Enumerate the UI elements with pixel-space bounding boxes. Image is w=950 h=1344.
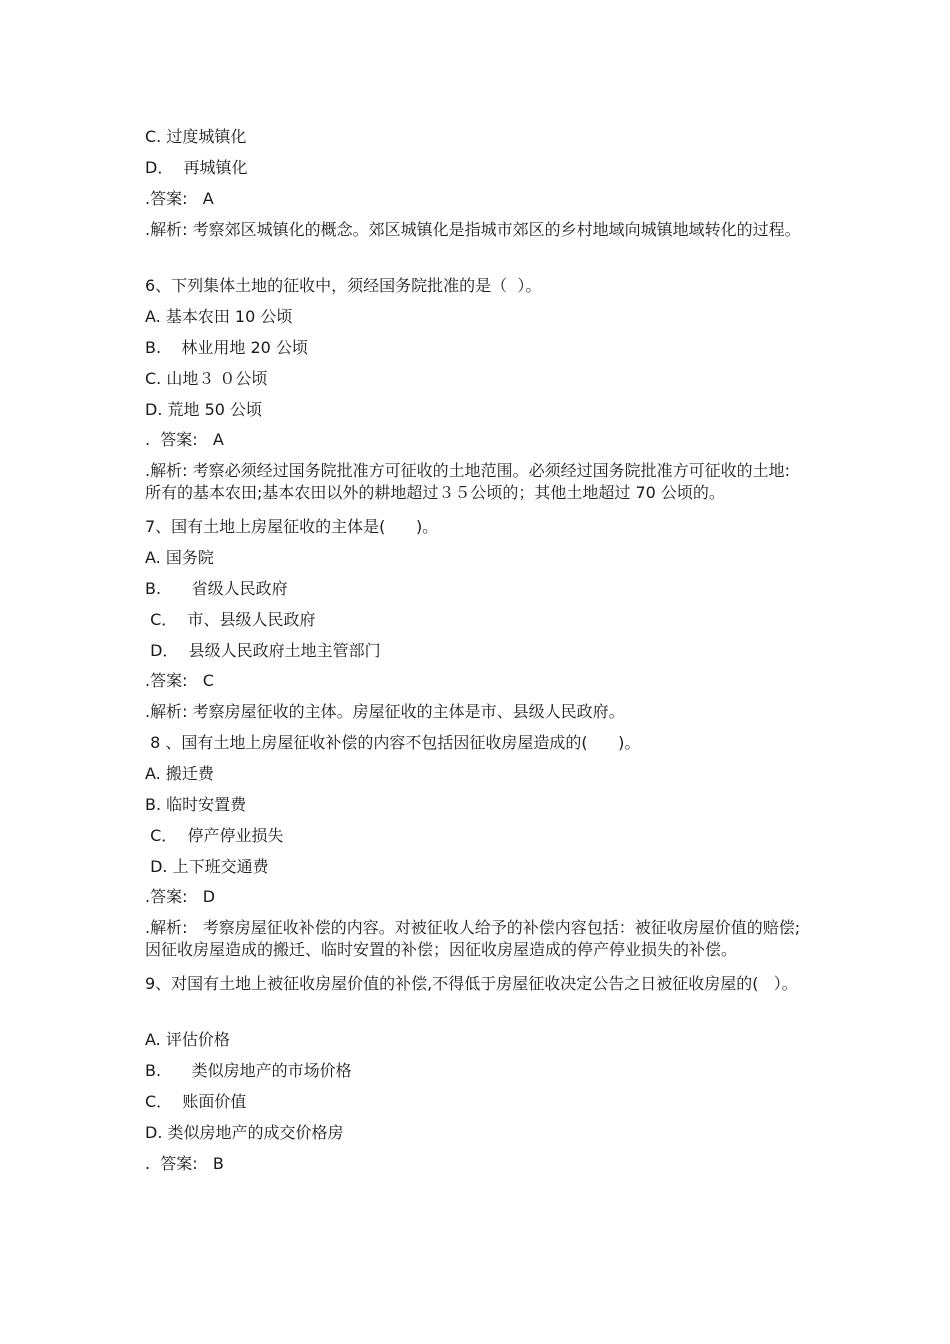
option-d-q7: D． 县级人民政府土地主管部门 (145, 641, 381, 660)
option-a-q9: A. 评估价格 (145, 1030, 230, 1049)
question-8: 8 、国有土地上房屋征收补偿的内容不包括因征收房屋造成的( )。 (145, 733, 641, 752)
option-d-q8: D. 上下班交通费 (145, 857, 269, 876)
option-b-q9: B. 类似房地产的市场价格 (145, 1061, 352, 1080)
option-c-q6: C. 山地３ ０公顷 (145, 369, 268, 388)
option-c-q9: C． 账面价值 (145, 1092, 247, 1111)
answer-q5: .答案: A (145, 189, 214, 208)
answer-q9: . 答案: B (145, 1154, 224, 1173)
option-c-q7: C． 市、县级人民政府 (145, 610, 316, 629)
explanation-q8: .解析: 考察房屋征收补偿的内容。对被征收人给予的补偿内容包括：被征收房屋价值的赔偿;因征收房屋造成的搬迁、临时安置的补偿；因征收房屋造成的停产停业损失的补偿。 (145, 918, 801, 959)
option-d-q9: D. 类似房地产的成交价格房 (145, 1123, 344, 1142)
option-b-q8: B. 临时安置费 (145, 795, 247, 814)
question-7: 7、国有土地上房屋征收的主体是( )。 (145, 517, 439, 536)
option-a-q8: A. 搬迁费 (145, 764, 214, 783)
explanation-q5: .解析: 考察郊区城镇化的概念。郊区城镇化是指城市郊区的乡村地域向城镇地域转化的过程。 (145, 220, 801, 239)
question-9: 9、对国有土地上被征收房屋价值的补偿,不得低于房屋征收决定公告之日被征收房屋的( ）。 (145, 974, 798, 993)
question-6: 6、下列集体土地的征收中，须经国务院批准的是（ ）。 (145, 276, 542, 295)
answer-q6: . 答案: A (145, 430, 224, 449)
option-d-q5: D． 再城镇化 (145, 158, 248, 177)
option-b-q7: B. 省级人民政府 (145, 579, 288, 598)
answer-q8: .答案: D (145, 887, 216, 906)
option-a-q7: A. 国务院 (145, 548, 214, 567)
option-d-q6: D. 荒地 50 公顷 (145, 400, 263, 419)
explanation-q7: .解析: 考察房屋征收的主体。房屋征收的主体是市、县级人民政府。 (145, 702, 625, 721)
answer-q7: .答案: C (145, 671, 214, 690)
option-b-q6: B. 林业用地 20 公顷 (145, 338, 308, 357)
option-c-q8: C． 停产停业损失 (145, 826, 284, 845)
explanation-q6: .解析: 考察必须经过国务院批准方可征收的土地范围。必须经过国务院批准方可征收的土地:所有的基本农田;基本农田以外的耕地超过３５公顷的；其他土地超过 70 公顷的。 (145, 461, 790, 502)
option-a-q6: A. 基本农田 10 公顷 (145, 307, 293, 326)
option-c-q5: C. 过度城镇化 (145, 127, 247, 146)
